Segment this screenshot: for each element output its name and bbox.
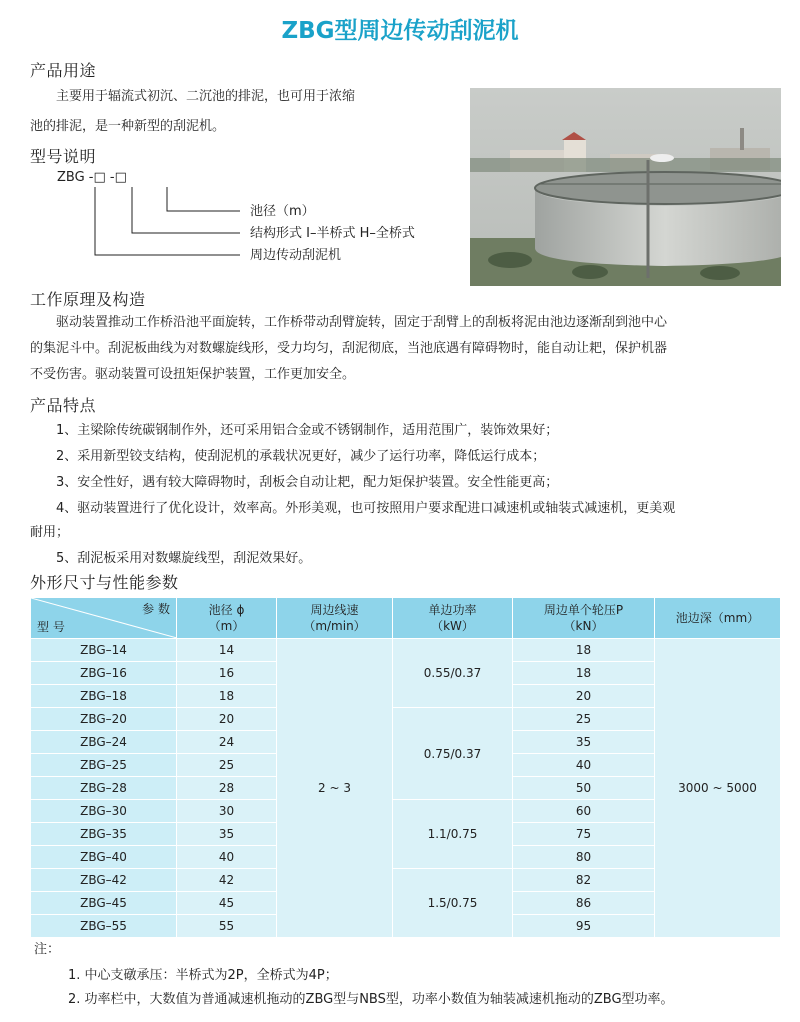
model-heading: 型号说明: [30, 147, 97, 166]
cell-diameter: 28: [177, 777, 277, 800]
cell-model: ZBG–45: [31, 892, 177, 915]
cell-power: 1.5/0.75: [393, 869, 513, 938]
cell-diameter: 30: [177, 800, 277, 823]
header-power: 单边功率 （kW）: [393, 598, 513, 639]
cell-model: ZBG–28: [31, 777, 177, 800]
usage-line-2: 池的排泥，是一种新型的刮泥机。: [30, 119, 226, 134]
cell-wheel-load: 18: [513, 639, 655, 662]
cell-model: ZBG–24: [31, 731, 177, 754]
cell-wheel-load: 80: [513, 846, 655, 869]
cell-diameter: 18: [177, 685, 277, 708]
model-label-structure: 结构形式 I–半桥式 H–全桥式: [250, 226, 415, 241]
principle-line-2: 的集泥斗中。刮泥板曲线为对数螺旋线形，受力均匀，刮泥彻底，当池底遇有障碍物时，能自动让耙，保护机器: [30, 341, 668, 356]
cell-wheel-load: 75: [513, 823, 655, 846]
model-designation-diagram: [55, 165, 475, 270]
cell-model: ZBG–20: [31, 708, 177, 731]
model-label-diameter: 池径（m）: [250, 204, 315, 219]
cell-speed: 2 ~ 3: [277, 639, 393, 938]
notes-heading: 注：: [34, 942, 61, 957]
model-code: ZBG -□ -□: [57, 170, 127, 185]
cell-power: 0.55/0.37: [393, 639, 513, 708]
principle-line-1: 驱动装置推动工作桥沿池平面旋转，工作桥带动刮臂旋转，固定于刮臂上的刮板将泥由池边逐渐刮到池中心: [56, 315, 668, 330]
cell-model: ZBG–18: [31, 685, 177, 708]
cell-wheel-load: 60: [513, 800, 655, 823]
principle-heading: 工作原理及构造: [30, 290, 146, 309]
cell-diameter: 45: [177, 892, 277, 915]
cell-model: ZBG–30: [31, 800, 177, 823]
cell-model: ZBG–40: [31, 846, 177, 869]
cell-wheel-load: 40: [513, 754, 655, 777]
cell-wheel-load: 95: [513, 915, 655, 938]
principle-line-3: 不受伤害。驱动装置可设扭矩保护装置，工作更加安全。: [30, 367, 356, 382]
spec-table: [30, 597, 781, 938]
cell-diameter: 20: [177, 708, 277, 731]
cell-power: 1.1/0.75: [393, 800, 513, 869]
feature-item: 2、采用新型铰支结构，使刮泥机的承载状况更好，减少了运行功率，降低运行成本；: [56, 449, 546, 464]
cell-wheel-load: 35: [513, 731, 655, 754]
model-label-type: 周边传动刮泥机: [250, 248, 342, 263]
cell-diameter: 14: [177, 639, 277, 662]
cell-wheel-load: 20: [513, 685, 655, 708]
cell-diameter: 35: [177, 823, 277, 846]
cell-model: ZBG–55: [31, 915, 177, 938]
table-heading: 外形尺寸与性能参数: [30, 573, 179, 592]
cell-wheel-load: 18: [513, 662, 655, 685]
note-item: 2. 功率栏中，大数值为普通减速机拖动的ZBG型与NBS型，功率小数值为轴装减速机拖动的ZBG型功率。: [68, 992, 674, 1007]
cell-wheel-load: 25: [513, 708, 655, 731]
cell-wheel-load: 82: [513, 869, 655, 892]
header-diameter: 池径 ϕ （m）: [177, 598, 277, 639]
cell-wheel-load: 86: [513, 892, 655, 915]
feature-item: 耐用；: [30, 525, 70, 540]
cell-model: ZBG–35: [31, 823, 177, 846]
cell-diameter: 42: [177, 869, 277, 892]
cell-wheel-load: 50: [513, 777, 655, 800]
cell-model: ZBG–16: [31, 662, 177, 685]
header-depth: 池边深（mm）: [655, 598, 781, 639]
cell-diameter: 40: [177, 846, 277, 869]
features-heading: 产品特点: [30, 396, 97, 415]
product-photo: [470, 88, 781, 286]
usage-heading: 产品用途: [30, 61, 97, 80]
feature-item: 1、主梁除传统碳钢制作外，还可采用铝合金或不锈钢制作，适用范围广，装饰效果好；: [56, 423, 559, 438]
table-corner-header: [31, 598, 177, 639]
cell-depth: 3000 ~ 5000: [655, 639, 781, 938]
cell-model: ZBG–42: [31, 869, 177, 892]
feature-item: 3、安全性好，遇有较大障碍物时，刮板会自动让耙，配力矩保护装置。安全性能更高；: [56, 475, 559, 490]
corner-top-label: 参 数: [142, 602, 170, 616]
header-wheel-load: 周边单个轮压P （kN）: [513, 598, 655, 639]
corner-bottom-label: 型 号: [37, 620, 65, 634]
usage-line-1: 主要用于辐流式初沉、二沉池的排泥，也可用于浓缩: [56, 89, 356, 104]
cell-diameter: 55: [177, 915, 277, 938]
page-title: ZBG型周边传动刮泥机: [281, 18, 519, 44]
cell-model: ZBG–25: [31, 754, 177, 777]
cell-power: 0.75/0.37: [393, 708, 513, 800]
header-speed: 周边线速 （m/min）: [277, 598, 393, 639]
cell-diameter: 24: [177, 731, 277, 754]
feature-item: 5、刮泥板采用对数螺旋线型，刮泥效果好。: [56, 551, 312, 566]
cell-diameter: 16: [177, 662, 277, 685]
cell-model: ZBG–14: [31, 639, 177, 662]
cell-diameter: 25: [177, 754, 277, 777]
feature-item: 4、驱动装置进行了优化设计，效率高。外形美观，也可按照用户要求配进口减速机或轴装式减速机，更美观: [56, 501, 676, 516]
note-item: 1. 中心支礅承压：半桥式为2P，全桥式为4P；: [68, 968, 338, 983]
